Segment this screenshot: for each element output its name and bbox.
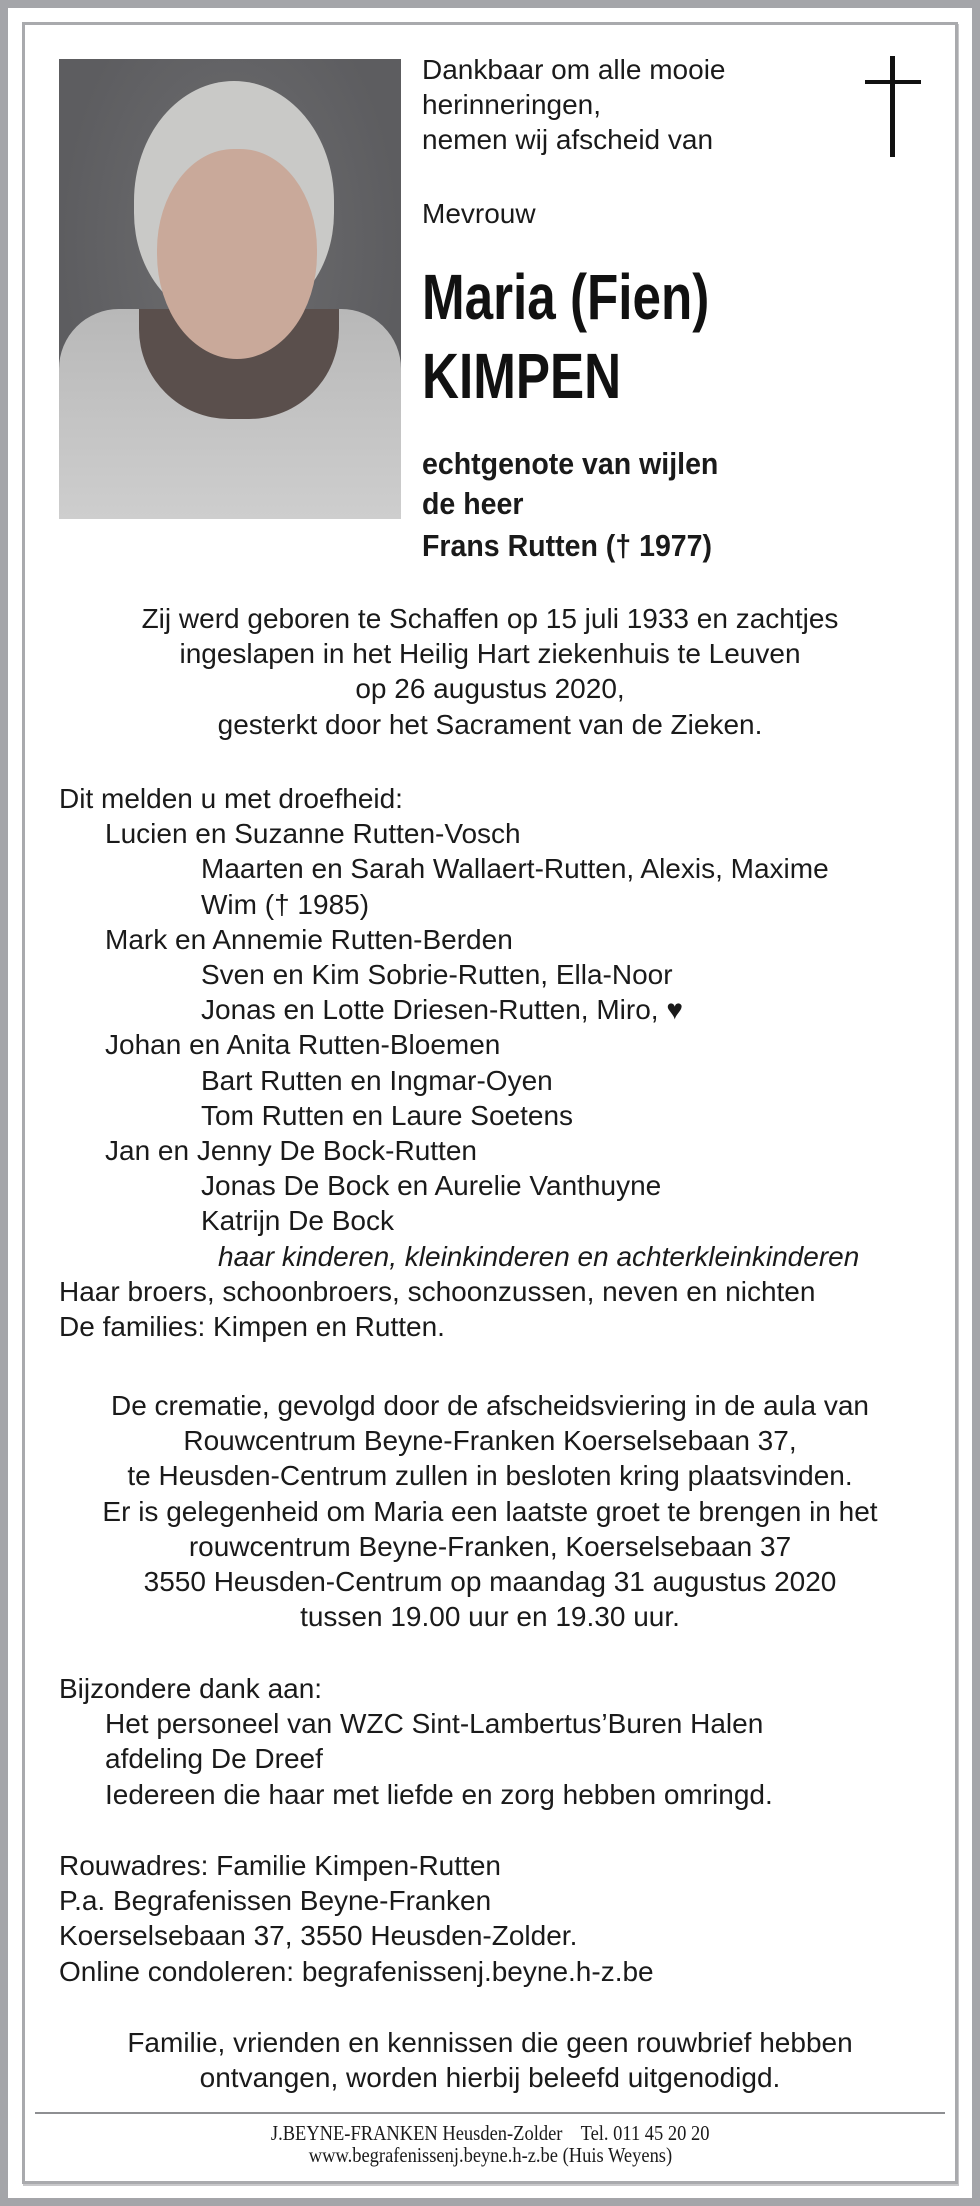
invitation-line: Familie, vrienden en kennissen die geen rouwbrief hebben xyxy=(127,2027,853,2058)
address-line: Koerselsebaan 37, 3550 Heusden-Zolder. xyxy=(59,1920,578,1952)
birth-death-line: Zij werd geboren te Schaffen op 15 juli 1933 en zachtjes xyxy=(141,603,839,634)
intro-line: nemen wij afscheid van xyxy=(422,124,714,155)
grandchild-line: Jonas en Lotte Driesen-Rutten, Miro, ♥ xyxy=(201,994,683,1026)
address-line: Online condoleren: begrafenissenj.beyne.h-z.be xyxy=(59,1955,654,1987)
grandchild-line: Bart Rutten en Ingmar-Oyen xyxy=(201,1064,553,1096)
portrait-photo xyxy=(59,59,401,519)
grandchild-line: Wim († 1985) xyxy=(201,888,370,920)
thanks-intro: Bijzondere dank aan: xyxy=(59,1673,323,1704)
spouse-line: echtgenote van wijlen xyxy=(422,446,719,481)
grandchild-line: Katrijn De Bock xyxy=(201,1205,394,1237)
ceremony-line: rouwcentrum Beyne-Franken, Koerselsebaan 37 xyxy=(188,1530,792,1562)
families-line: De families: Kimpen en Rutten. xyxy=(59,1311,445,1342)
thanks-line: Het personeel van WZC Sint-Lambertus’Buren Halen xyxy=(105,1708,764,1740)
funeral-home-website[interactable]: www.begrafenissenj.beyne.h-z.be (Huis Weyens) xyxy=(308,2143,672,2167)
ceremony-line: te Heusden-Centrum zullen in besloten kring plaatsvinden. xyxy=(127,1460,853,1492)
spouse-name: Frans Rutten († 1977) xyxy=(422,528,713,563)
footer-divider xyxy=(35,2112,945,2114)
child-line: Mark en Annemie Rutten-Berden xyxy=(105,923,513,955)
address-line: Rouwadres: Familie Kimpen-Rutten xyxy=(59,1850,501,1881)
child-line: Lucien en Suzanne Rutten-Vosch xyxy=(105,818,521,850)
grandchild-line: Sven en Kim Sobrie-Rutten, Ella-Noor xyxy=(201,959,673,990)
ceremony-line: tussen 19.00 uur en 19.30 uur. xyxy=(300,1601,680,1633)
deceased-surname: KIMPEN xyxy=(422,340,622,412)
family-caption: haar kinderen, kleinkinderen en achterkleinkinderen xyxy=(218,1240,860,1272)
relatives-line: Haar broers, schoonbroers, schoonzussen, neven en nichten xyxy=(59,1275,816,1307)
grandchild-line: Tom Rutten en Laure Soetens xyxy=(201,1099,574,1131)
ceremony-line: 3550 Heusden-Centrum op maandag 31 augustus 2020 xyxy=(143,1566,837,1597)
grandchild-line: Jonas De Bock en Aurelie Vanthuyne xyxy=(201,1170,662,1202)
intro-line: Dankbaar om alle mooie xyxy=(422,54,726,85)
deceased-name: Maria (Fien) xyxy=(422,261,710,333)
spouse-line: de heer xyxy=(422,486,524,521)
thanks-line: afdeling De Dreef xyxy=(105,1743,323,1775)
birth-death-line: ingeslapen in het Heilig Hart ziekenhuis te Leuven xyxy=(179,638,801,670)
ceremony-line: Er is gelegenheid om Maria een laatste groet te brengen in het xyxy=(102,1495,878,1527)
cross-icon xyxy=(865,56,921,157)
child-line: Jan en Jenny De Bock-Rutten xyxy=(105,1135,477,1166)
child-line: Johan en Anita Rutten-Bloemen xyxy=(105,1029,501,1061)
funeral-home-info: J.BEYNE-FRANKEN Heusden-Zolder Tel. 011 45 20 20 xyxy=(270,2121,710,2145)
invitation-line: ontvangen, worden hierbij beleefd uitgenodigd. xyxy=(199,2062,781,2094)
ceremony-line: Rouwcentrum Beyne-Franken Koerselsebaan 37, xyxy=(183,1425,797,1457)
address-line: P.a. Begrafenissen Beyne-Franken xyxy=(59,1885,492,1917)
grandchild-line: Maarten en Sarah Wallaert-Rutten, Alexis, Maxime xyxy=(201,853,829,885)
thanks-line: Iedereen die haar met liefde en zorg hebben omringd. xyxy=(105,1778,773,1810)
family-intro: Dit melden u met droefheid: xyxy=(59,783,403,814)
intro-line: herinneringen, xyxy=(422,89,602,120)
title: Mevrouw xyxy=(422,198,536,229)
birth-death-line: op 26 augustus 2020, xyxy=(355,673,625,705)
birth-death-line: gesterkt door het Sacrament van de Zieken. xyxy=(217,708,763,740)
ceremony-line: De crematie, gevolgd door de afscheidsviering in de aula van xyxy=(110,1390,869,1421)
